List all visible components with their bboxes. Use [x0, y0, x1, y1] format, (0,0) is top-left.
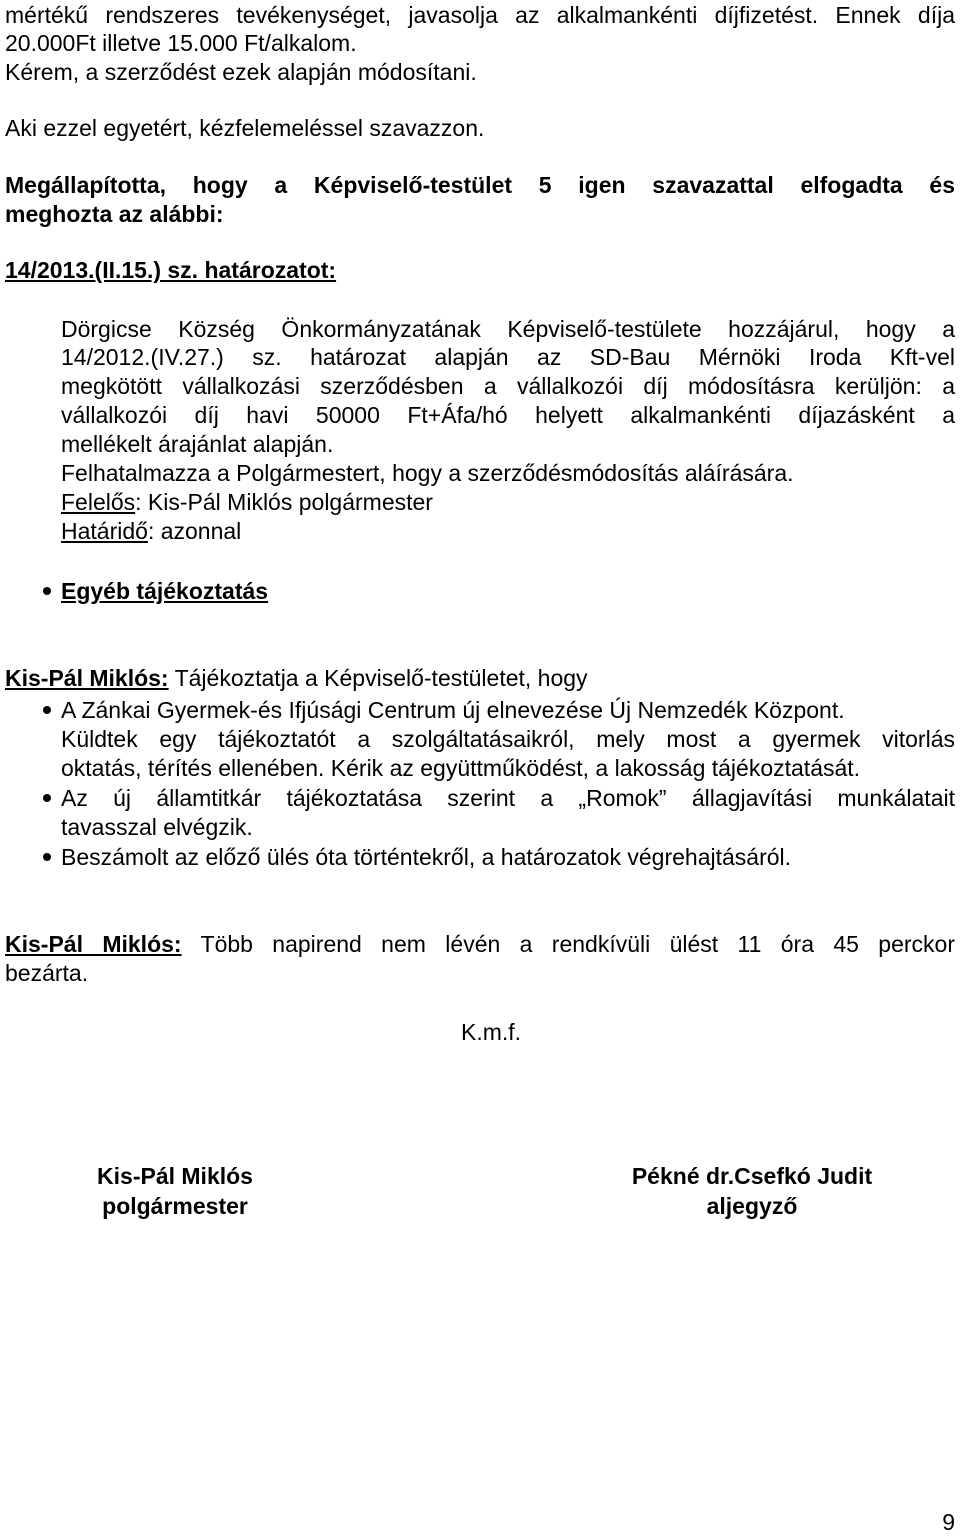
- intro-line-1: mértékű rendszeres tevékenységet, javasolja az alkalmankénti díjfizetést. Ennek díja: [5, 2, 955, 28]
- closing-text: Több napirend nem lévén a rendkívüli ülést 11 óra 45 perckor: [181, 931, 955, 957]
- other-info-intro: Tájékoztatja a Képviselő-testületet, hogy: [168, 665, 588, 691]
- deadline-line: [61, 516, 241, 546]
- closing-line-2: bezárta.: [5, 960, 89, 986]
- speaker-name: Kis-Pál Miklós:: [5, 665, 169, 691]
- speaker-name: Kis-Pál Miklós:: [5, 931, 182, 957]
- signature-right: [608, 1161, 896, 1221]
- resolution-body-line: mellékelt árajánlat alapján.: [61, 431, 334, 457]
- resolution-body-line: megkötött vállalkozási szerződésben a vállalkozói díj módosításra kerüljön: a: [61, 373, 955, 399]
- intro-line-2: 20.000Ft illetve 15.000 Ft/alkalom.: [5, 30, 357, 56]
- resolution-body-line: Dörgicse Község Önkormányzatának Képviselő-testülete hozzájárul, hogy a: [61, 316, 955, 342]
- closing-line-1: [5, 929, 955, 959]
- other-info-intro-line: [5, 663, 588, 693]
- signature-right-name: Pékné dr.Csefkó Judit: [631, 1163, 873, 1189]
- info-bullet-line: A Zánkai Gyermek-és Ifjúsági Centrum új elnevezése Új Nemzedék Központ.: [61, 697, 845, 723]
- vote-result-line-2: meghozta az alábbi:: [5, 201, 224, 227]
- deadline-value: : azonnal: [147, 518, 242, 544]
- kmf-mark: K.m.f.: [461, 1019, 522, 1045]
- responsible-label: Felelős: [61, 489, 136, 515]
- info-bullet-line: Küldtek egy tájékoztatót a szolgáltatásaikról, mely most a gyermek vitorlás: [61, 726, 955, 752]
- page-number: 9: [942, 1509, 955, 1535]
- resolution-number: 14/2013.(II.15.) sz. határozatot:: [5, 257, 337, 283]
- bullet-icon: [43, 794, 51, 802]
- signature-left-name: Kis-Pál Miklós: [97, 1163, 253, 1189]
- responsible-value: : Kis-Pál Miklós polgármester: [135, 489, 433, 515]
- resolution-body-line: Felhatalmazza a Polgármestert, hogy a szerződésmódosítás aláírására.: [61, 460, 794, 486]
- intro-line-3: Kérem, a szerződést ezek alapján módosítani.: [5, 59, 477, 85]
- other-info-heading: Egyéb tájékoztatás: [61, 578, 269, 604]
- info-bullet-line: tavasszal elvégzik.: [61, 814, 253, 840]
- info-bullet-line: Az új államtitkár tájékoztatása szerint a „Romok” állagjavítási munkálatait: [61, 785, 955, 811]
- bullet-icon: [43, 853, 51, 861]
- bullet-icon: [43, 587, 51, 595]
- bullet-icon: [43, 706, 51, 714]
- responsible-line: [61, 487, 433, 517]
- resolution-body-line: 14/2012.(IV.27.) sz. határozat alapján az SD-Bau Mérnöki Iroda Kft-vel: [61, 344, 955, 370]
- vote-call: Aki ezzel egyetért, kézfelemeléssel szavazzon.: [5, 115, 485, 141]
- signature-right-title: aljegyző: [706, 1193, 798, 1219]
- signature-left-title: polgármester: [102, 1193, 248, 1219]
- vote-result-line-1: Megállapította, hogy a Képviselő-testület 5 igen szavazattal elfogadta és: [5, 172, 955, 198]
- signature-left: [60, 1161, 290, 1221]
- info-bullet-line: oktatás, térítés ellenében. Kérik az együttműködést, a lakosság tájékoztatását.: [61, 755, 861, 781]
- info-bullet-line: Beszámolt az előző ülés óta történtekről, a határozatok végrehajtásáról.: [61, 844, 792, 870]
- deadline-label: Határidő: [61, 518, 148, 544]
- resolution-body-line: vállalkozói díj havi 50000 Ft+Áfa/hó helyett alkalmankénti díjazásként a: [61, 402, 955, 428]
